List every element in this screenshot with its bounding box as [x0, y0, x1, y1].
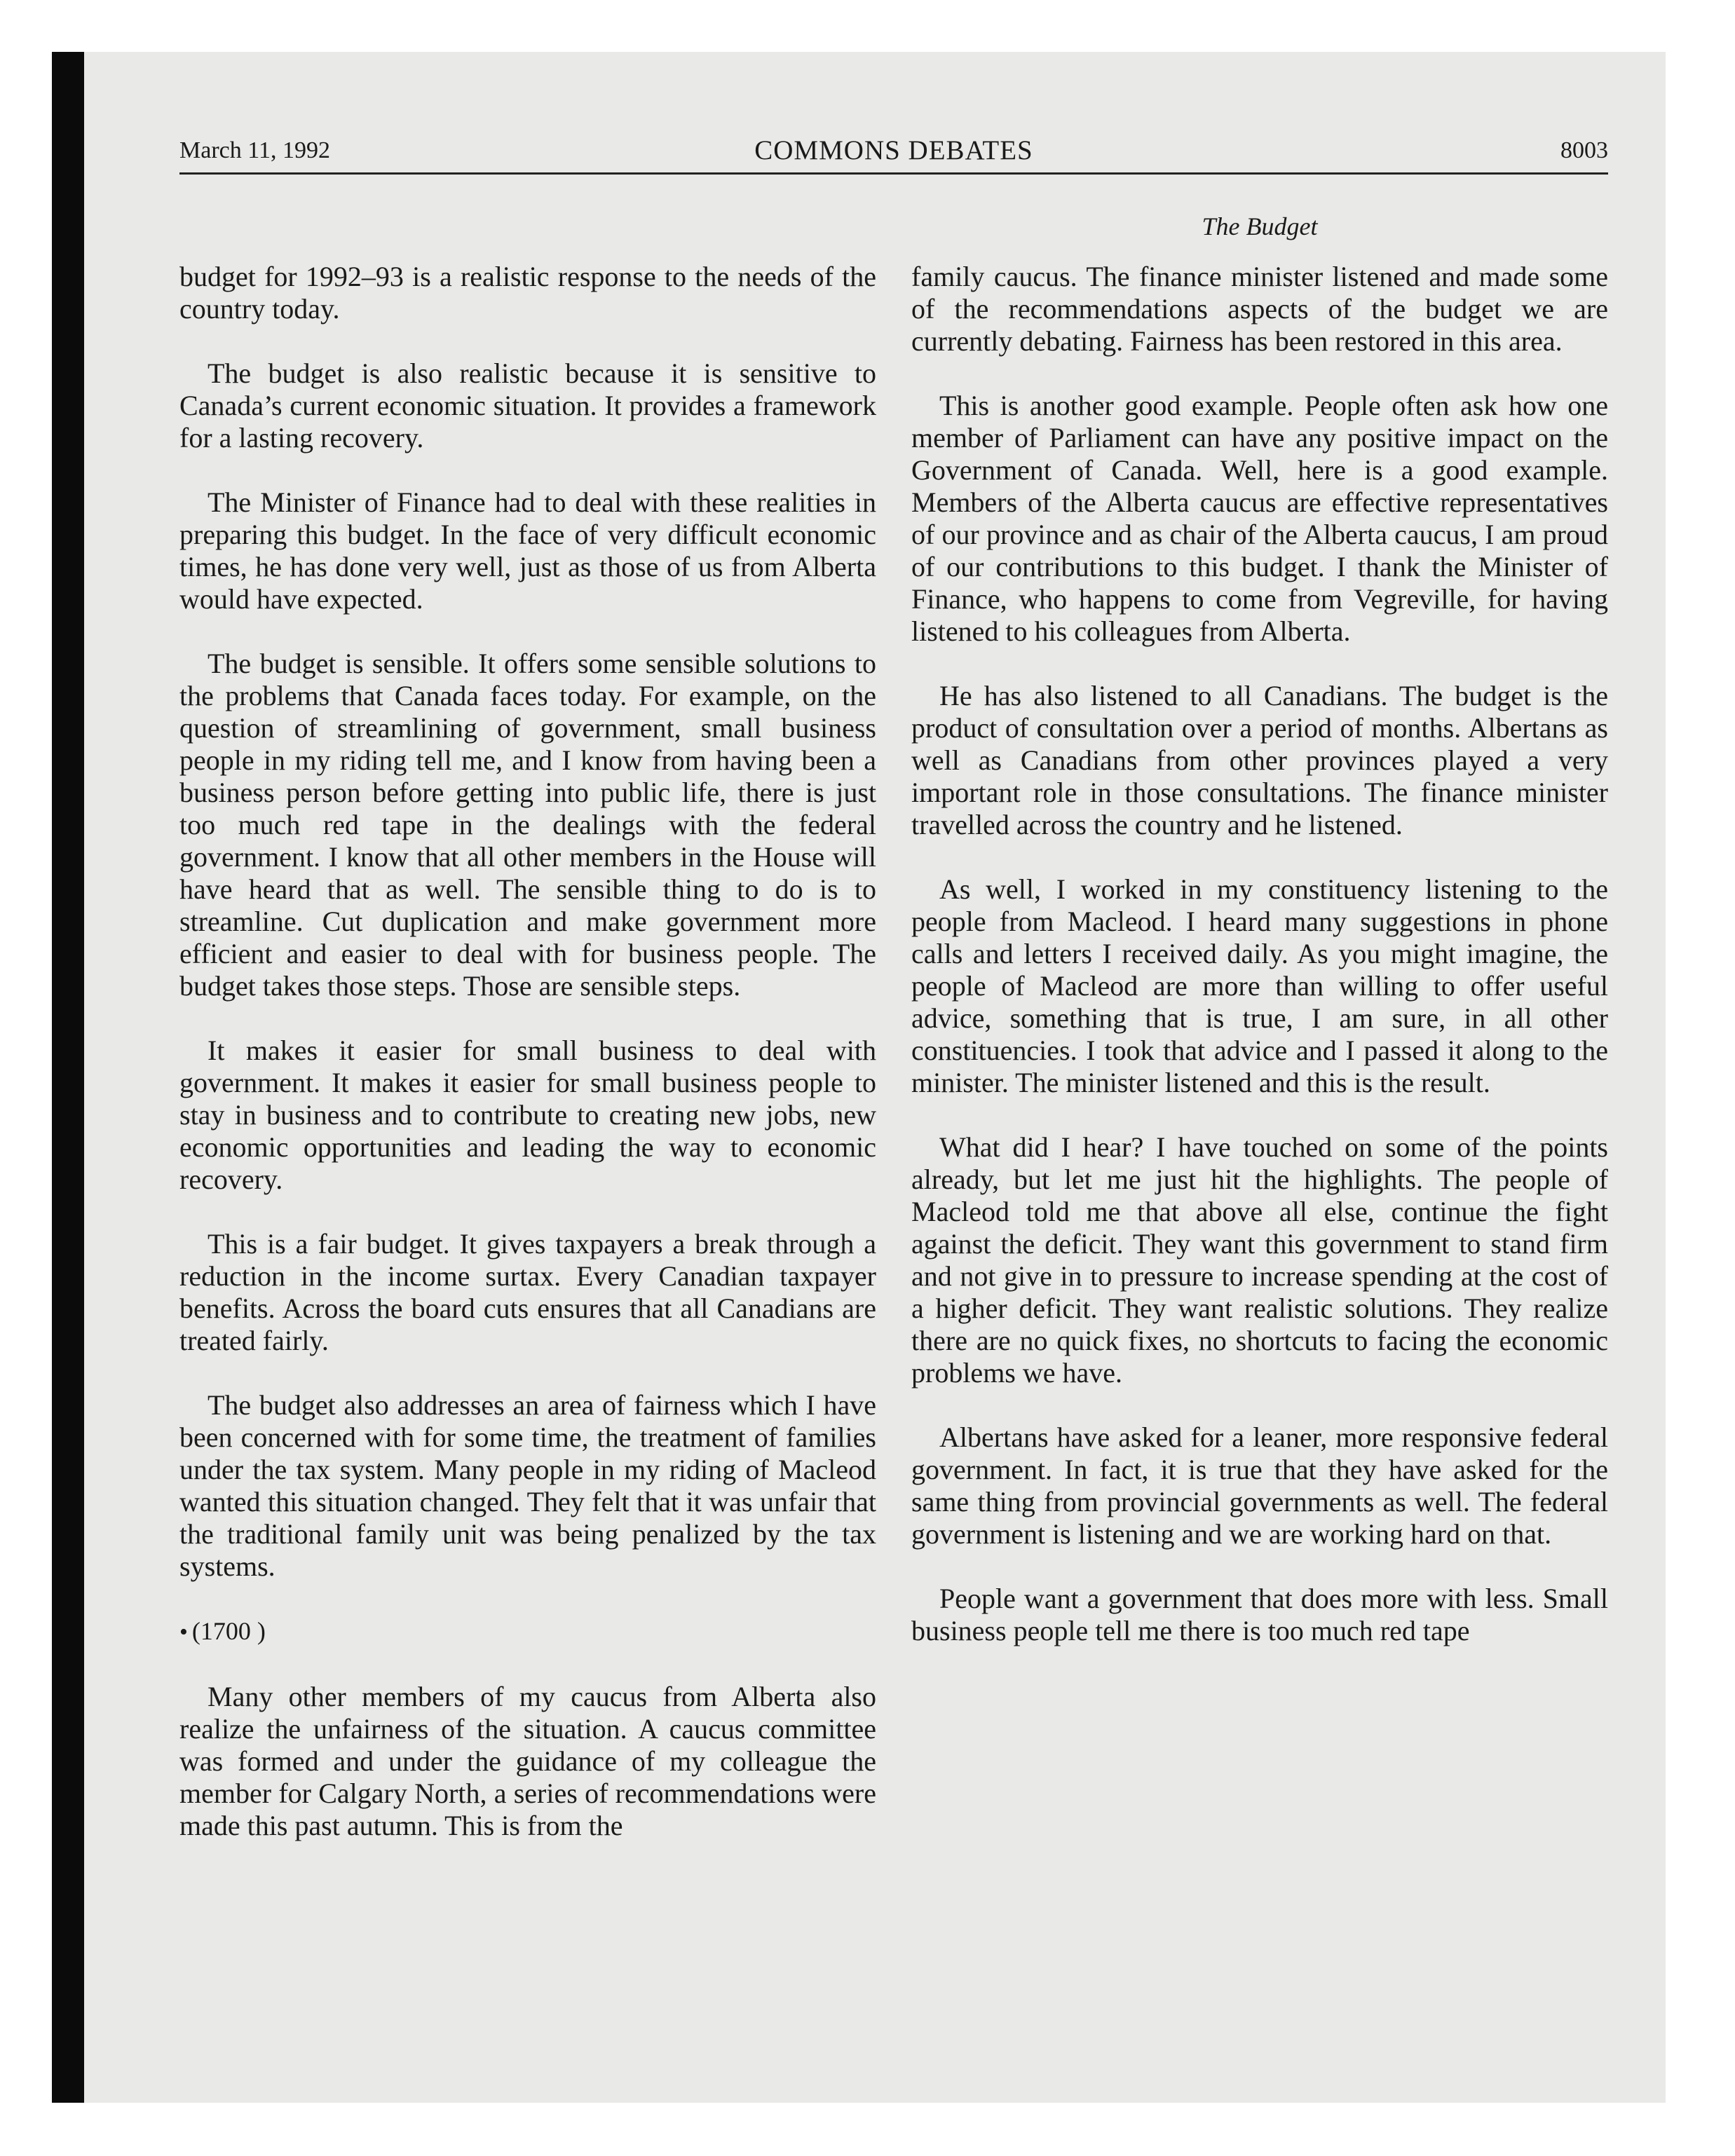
scan-binding-edge — [52, 52, 84, 2103]
right-paragraph-7: People want a government that does more with less. Small business people tell me there is too much red tape — [911, 1583, 1608, 1646]
left-column — [179, 261, 876, 1874]
right-paragraph-2: This is another good example. People often ask how one member of Parliament can have any positive impact on the Government of Canada. Well, here is a good example. Members of the Alberta caucus are effective representatives of our province and as chair of the Alberta caucus, I am proud of our contributions to this budget. I thank the Minister of Finance, who happens to come from Vegreville, for having listened to his colleagues from Alberta. — [911, 390, 1608, 647]
right-column — [911, 261, 1608, 1679]
header-page-number: 8003 — [1560, 137, 1608, 163]
time-marker — [179, 1615, 876, 1649]
right-paragraph-3: He has also listened to all Canadians. The budget is the product of consultation over a period of months. Albertans as well as Canadians from other provinces played a very important role in those consultations. The finance minister travelled across the country and he listened. — [911, 680, 1608, 840]
left-paragraph-4: The budget is sensible. It offers some sensible solutions to the problems that Canada faces today. For example, on the question of streamlining of government, small business people in my riding tell me, and I know from having been a business person before getting into public life, there is just too much red tape in the dealings with the federal government. I know that all other members in the House will have heard that as well. The sensible thing to do is to streamline. Cut duplication and make government more efficient and easier to deal with for business people. The budget takes those steps. Those are sensible steps. — [179, 648, 876, 1002]
right-paragraph-4: As well, I worked in my constituency listening to the people from Macleod. I heard many suggestions in phone calls and letters I received daily. As you might imagine, the people of Macleod are more than willing to offer useful advice, something that is true, I am sure, in all other constituencies. I took that advice and I passed it along to the minister. The minister listened and this is the result. — [911, 873, 1608, 1098]
header-date: March 11, 1992 — [179, 137, 330, 163]
right-paragraph-5: What did I hear? I have touched on some of the points already, but let me just hit the highlights. The people of Macleod told me that above all else, continue the fight against the deficit. They want this government to stand firm and not give in to pressure to increase spending at the cost of a higher deficit. They want realistic solutions. They realize there are no quick fixes, no shortcuts to facing the economic problems we have. — [911, 1131, 1608, 1389]
header-rule — [179, 172, 1608, 175]
running-header — [179, 126, 1608, 175]
left-paragraph-2: The budget is also realistic because it is sensitive to Canada’s current economic situation. It provides a framework for a lasting recovery. — [179, 357, 876, 453]
left-paragraph-6: This is a fair budget. It gives taxpayers a break through a reduction in the income surtax. Every Canadian taxpayer benefits. Across the board cuts ensures that all Canadians are treated fairly. — [179, 1228, 876, 1356]
left-paragraph-8: Many other members of my caucus from Alberta also realize the unfairness of the situation. A caucus committee was formed and under the guidance of my colleague the member for Calgary North, a series of recommendations were made this past autumn. This is from the — [179, 1681, 876, 1841]
bullet-icon: • — [179, 1619, 188, 1645]
left-paragraph-7: The budget also addresses an area of fairness which I have been concerned with for some time, the treatment of families under the tax system. Many people in my riding of Macleod wanted this situation changed. They felt that it was unfair that the traditional family unit was being penalized by the tax systems. — [179, 1389, 876, 1582]
section-label: The Budget — [1202, 212, 1318, 240]
header-publication-title: COMMONS DEBATES — [754, 135, 1033, 165]
right-paragraph-6: Albertans have asked for a leaner, more responsive federal government. In fact, it is true that they have asked for the same thing from provincial governments as well. The federal government is listening and we are working hard on that. — [911, 1421, 1608, 1550]
time-marker-text: (1700 ) — [191, 1617, 266, 1645]
left-paragraph-3: The Minister of Finance had to deal with these realities in preparing this budget. In the face of very difficult economic times, he has done very well, just as those of us from Alberta would have expected. — [179, 486, 876, 615]
left-paragraph-5: It makes it easier for small business to deal with government. It makes it easier for small business people to stay in business and to contribute to creating new jobs, new economic opportunities and leading the way to economic recovery. — [179, 1035, 876, 1195]
right-paragraph-1: family caucus. The finance minister listened and made some of the recommendations aspects of the budget we are currently debating. Fairness has been restored in this area. — [911, 261, 1608, 357]
left-paragraph-1: budget for 1992–93 is a realistic response to the needs of the country today. — [179, 261, 876, 325]
